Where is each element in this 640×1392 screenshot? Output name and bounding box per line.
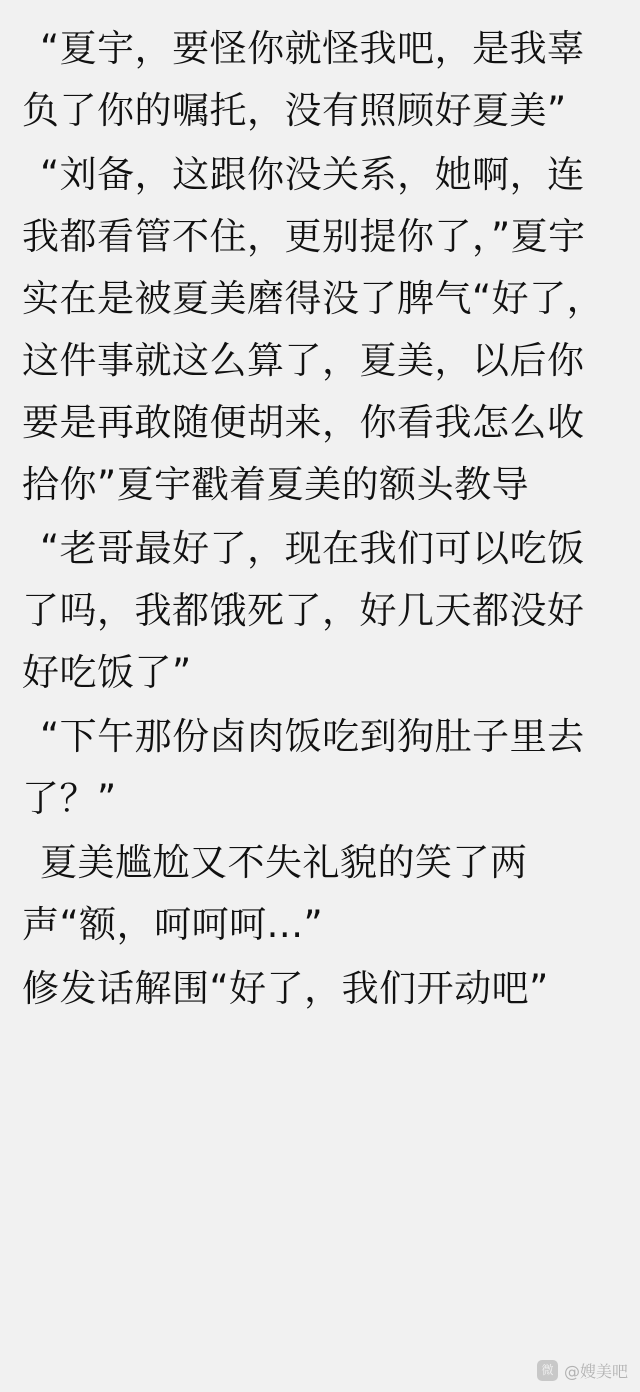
- paragraph: 夏美尴尬又不失礼貌的笑了两声“额，呵呵呵...”: [22, 841, 528, 946]
- paragraph: “老哥最好了，现在我们可以吃饭了吗，我都饿死了，好几天都没好好吃饭了”: [22, 527, 585, 694]
- paragraph: “下午那份卤肉饭吃到狗肚子里去了？”: [22, 715, 585, 820]
- paragraph: “刘备，这跟你没关系，她啊，连我都看管不住，更别提你了，”夏宇实在是被夏美磨得没了脾气“好了，这件事就这么算了，夏美，以后你要是再敢随便胡来，你看我怎么收拾你”夏宇戳着夏美的额头教导: [22, 153, 605, 506]
- story-text-body: [22, 18, 618, 1020]
- paragraph: “夏宇，要怪你就怪我吧，是我辜负了你的嘱托，没有照顾好夏美”: [22, 27, 585, 132]
- watermark: [537, 1359, 628, 1382]
- paragraph: 修发话解围“好了，我们开动吧”: [22, 967, 549, 1010]
- watermark-label: @嫂美吧: [563, 1362, 628, 1381]
- watermark-badge-icon: 微: [537, 1360, 558, 1381]
